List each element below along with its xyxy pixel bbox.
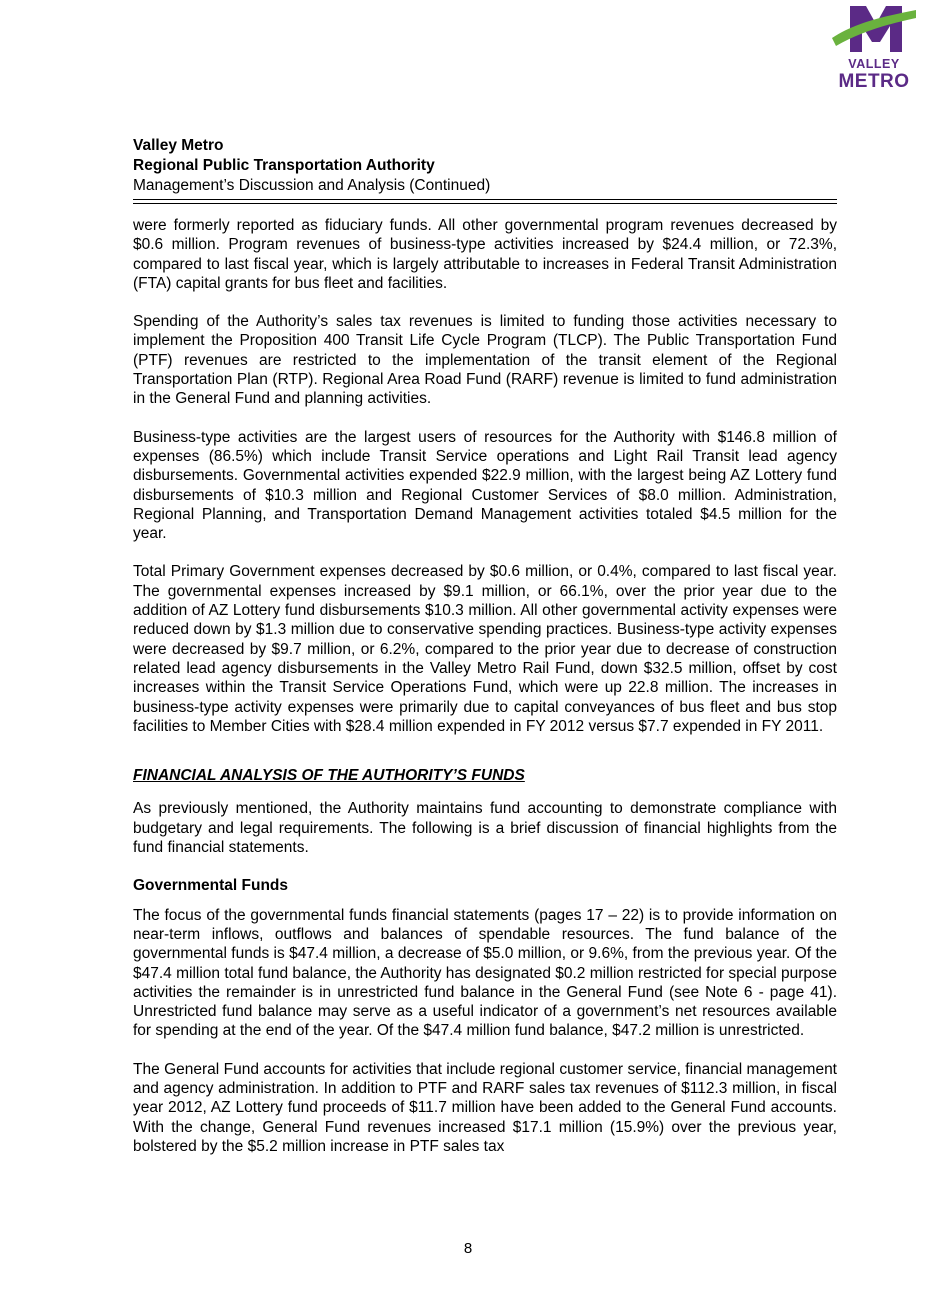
header-subtitle: Management’s Discussion and Analysis (Continued) xyxy=(133,177,491,194)
paragraph: The General Fund accounts for activities that include regional customer service, financial management and agency administration. In addition to PTF and RARF sales tax revenues of $112.3 million, in fiscal year 2012, AZ Lottery fund proceeds of $11.7 million have been added to the General Fund accounts. With the change, General Fund revenues increased $17.1 million (15.9%) over the previous year, bolstered by the $5.2 million increase in PTF sales tax xyxy=(133,1060,837,1155)
logo-text-metro: METRO xyxy=(838,71,910,92)
paragraph: Spending of the Authority’s sales tax revenues is limited to funding those activities necessary to implement the Proposition 400 Transit Life Cycle Program (TLCP). The Public Transportation Fund (PTF) revenues are restricted to the implementation of the transit element of the Regional Transportation Plan (RTP). Regional Area Road Fund (RARF) revenue is limited to fund administration in the General Fund and planning activities. xyxy=(133,313,837,408)
page-header xyxy=(133,136,837,196)
header-rule-bottom xyxy=(133,203,837,204)
logo-text-valley: VALLEY xyxy=(848,57,900,71)
subheading-governmental-funds: Governmental Funds xyxy=(133,877,289,895)
header-authority: Regional Public Transportation Authority xyxy=(133,157,435,174)
section-intro: As previously mentioned, the Authority maintains fund accounting to demonstrate compliance with budgetary and legal requirements. The following is a brief discussion of financial highlights from the fund financial statements. xyxy=(133,800,837,857)
section-title: FINANCIAL ANALYSIS OF THE AUTHORITY’S FUNDS xyxy=(133,767,525,785)
header-rule-top xyxy=(133,199,837,200)
page-number: 8 xyxy=(463,1240,473,1257)
header-org: Valley Metro xyxy=(133,137,224,154)
paragraph: Total Primary Government expenses decreased by $0.6 million, or 0.4%, compared to last fiscal year. The governmental expenses increased by $9.1 million, or 66.1%, over the prior year due to the addition of AZ Lottery fund disbursements $10.3 million. All other governmental activity expenses were reduced down by $1.3 million due to conservative spending practices. Business-type activity expenses were decreased by $9.7 million, or 6.2%, compared to the prior year due to decrease of construction related lead agency disbursements in the Valley Metro Rail Fund, down $32.5 million, offset by cost increases within the Transit Service Operations Fund, which were up 22.8 million. The increases in business-type activity expenses were primarily due to capital conveyances of bus fleet and bus stop facilities to Member Cities with $28.4 million expended in FY 2012 versus $7.7 expended in FY 2011. xyxy=(133,563,837,735)
paragraph: were formerly reported as fiduciary funds. All other governmental program revenues decreased by $0.6 million. Program revenues of business-type activities increased by $24.4 million, or 72.3%, compared to last fiscal year, which is largely attributable to increases in Federal Transit Administration (FTA) capital grants for bus fleet and facilities. xyxy=(133,217,837,292)
paragraph: Business-type activities are the largest users of resources for the Authority with $146.8 million of expenses (86.5%) which include Transit Service operations and Light Rail Transit lead agency disbursements. Governmental activities expended $22.9 million, with the largest being AZ Lottery fund disbursements of $10.3 million and Regional Customer Services of $8.0 million. Administration, Regional Planning, and Transportation Demand Management activities totaled $4.5 million for the year. xyxy=(133,428,837,543)
paragraph: The focus of the governmental funds financial statements (pages 17 – 22) is to provide information on near-term inflows, outflows and balances of spendable resources. The fund balance of the governmental funds is $47.4 million, a decrease of $5.0 million, or 9.6%, from the previous year. Of the $47.4 million total fund balance, the Authority has designated $0.2 million restricted for special purpose activities the remainder is in unrestricted fund balance in the General Fund (see Note 6 - page 41). Unrestricted fund balance may serve as a useful indicator of a government’s net resources available for spending at the end of the year. Of the $47.4 million fund balance, $47.2 million is unrestricted. xyxy=(133,906,837,1040)
page-body xyxy=(133,216,837,1156)
